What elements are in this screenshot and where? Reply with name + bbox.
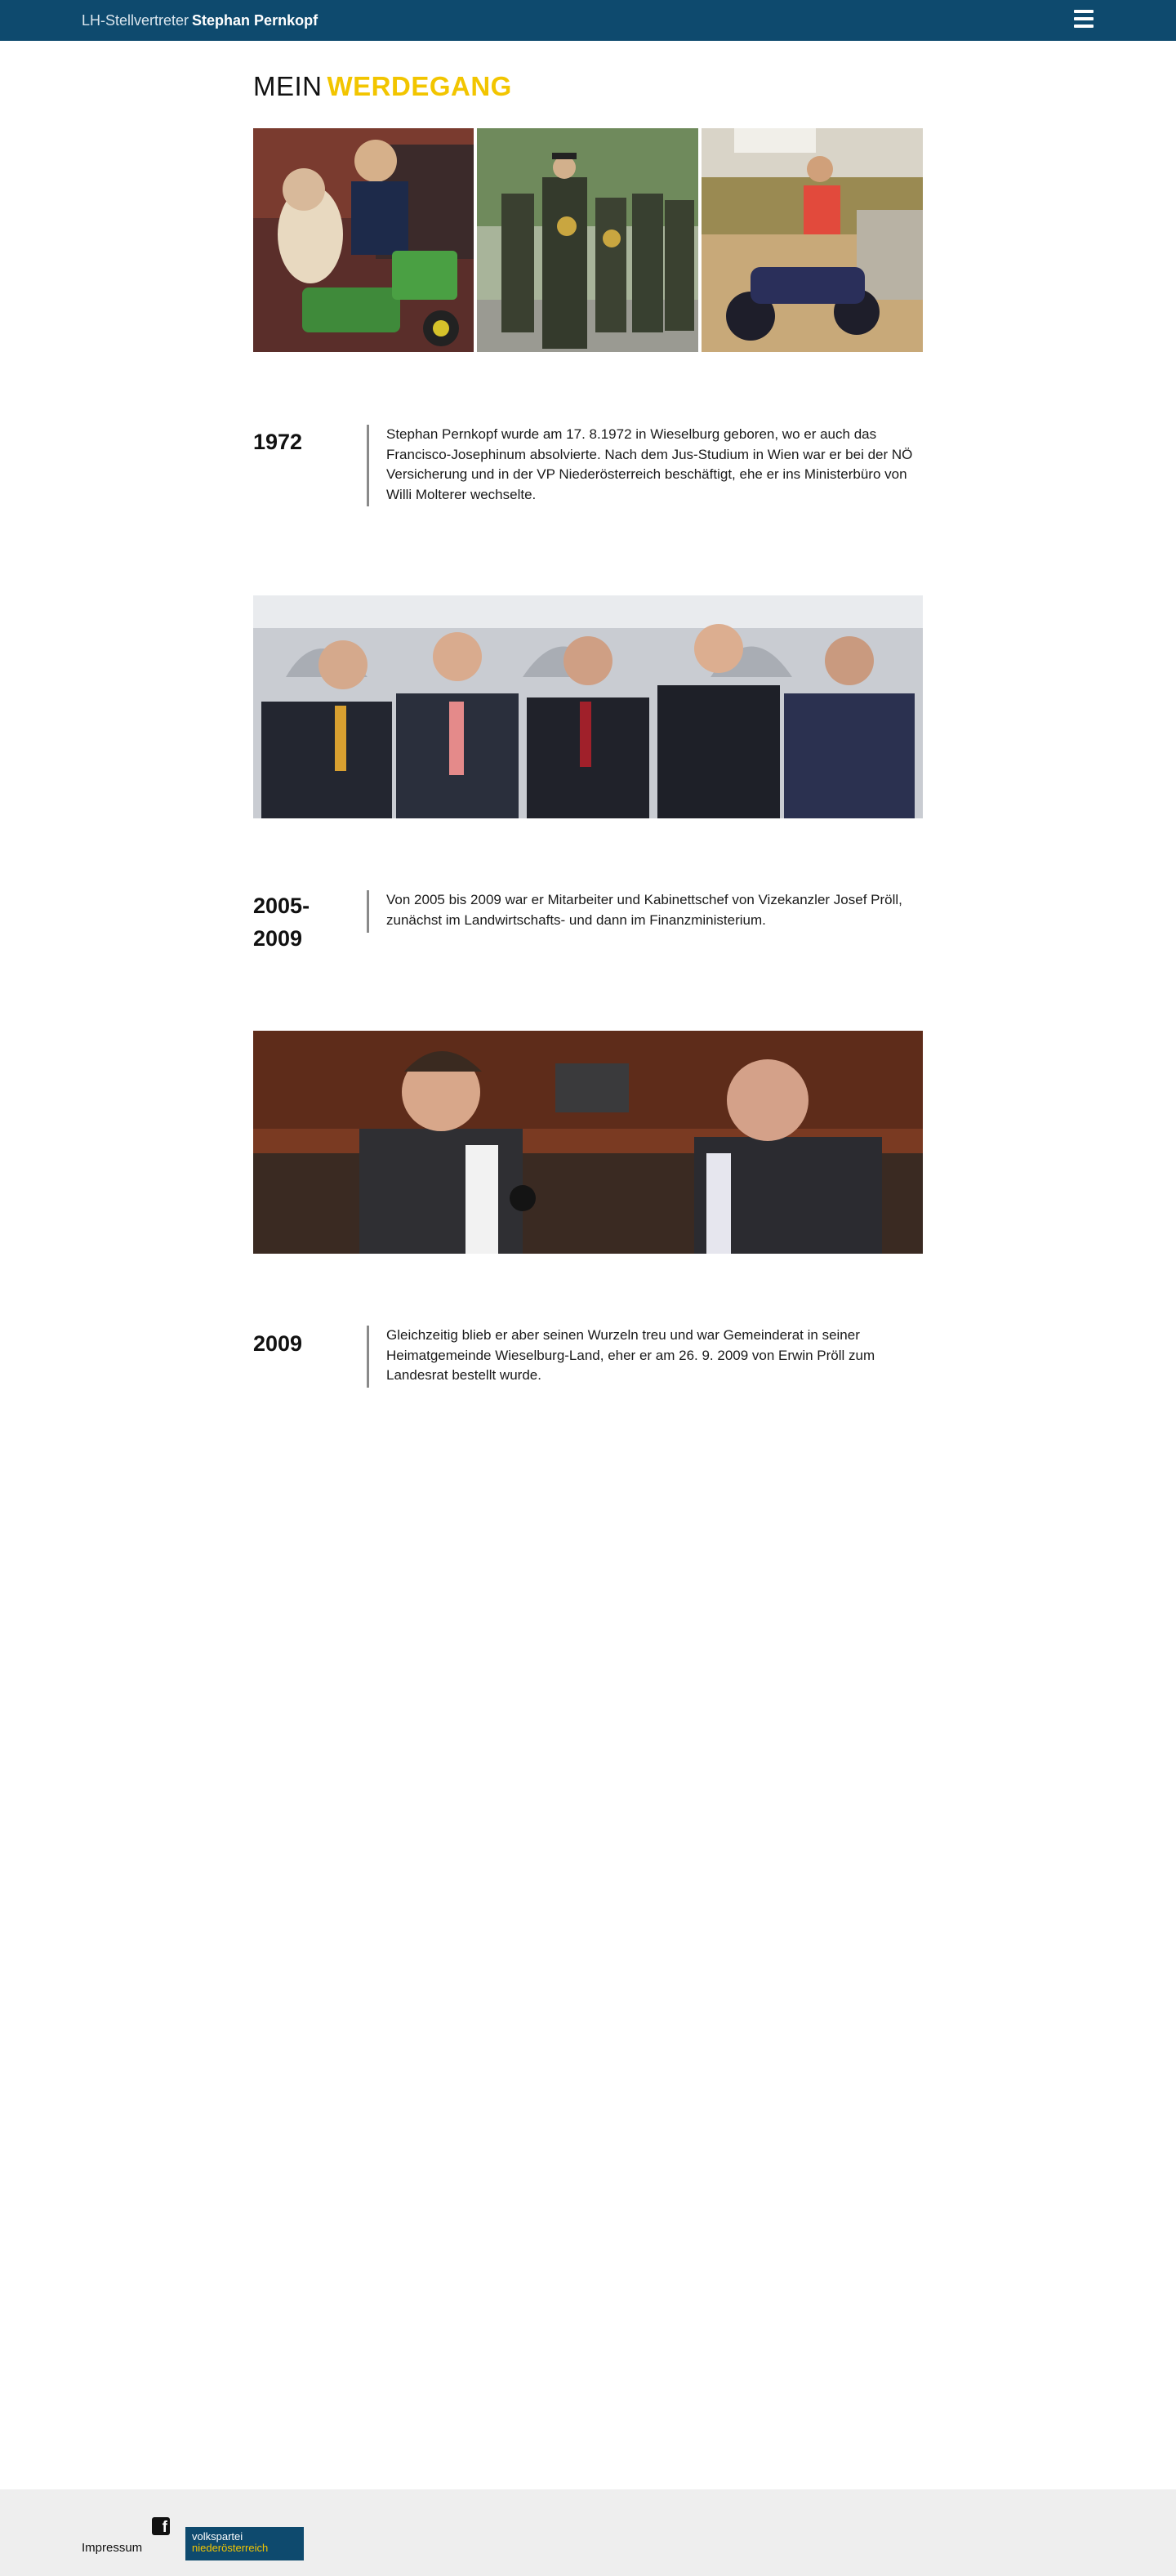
page-footer <box>0 2489 1176 2576</box>
brand-name: Stephan Pernkopf <box>192 12 318 29</box>
site-brand[interactable] <box>82 11 318 29</box>
top-navigation-bar <box>0 0 1176 41</box>
page-title <box>253 70 512 103</box>
menu-bar-line <box>1074 10 1094 13</box>
timeline-text: Gleichzeitig blieb er aber seinen Wurzeln treu und war Gemeinderat in seiner Heimatgemeinde Wieselburg-Land, eher er am 26. 9. 2009 von Erwin Pröll zum Landesrat bestellt wurde. <box>367 1326 923 1388</box>
photo-childhood-toy-tractor <box>253 128 474 352</box>
page-title-part2: WERDEGANG <box>327 71 512 101</box>
photo-brass-band <box>477 128 698 352</box>
facebook-icon[interactable]: f <box>152 2517 170 2535</box>
menu-bar-line <box>1074 25 1094 28</box>
menu-bar-line <box>1074 17 1094 20</box>
logo-line2: niederösterreich <box>192 2542 269 2554</box>
hamburger-menu-icon[interactable] <box>1073 8 1094 29</box>
timeline-text: Von 2005 bis 2009 war er Mitarbeiter und Kabinettschef von Vizekanzler Josef Pröll, zunächst im Landwirtschafts- und dann im Finanzministerium. <box>367 890 923 933</box>
volkspartei-logo[interactable] <box>185 2527 304 2560</box>
timeline-year: 1972 <box>253 430 303 454</box>
timeline-year: 2005-2009 <box>253 894 310 951</box>
impressum-link[interactable]: Impressum <box>82 2541 143 2555</box>
photo-handshake-parliament <box>253 1031 923 1254</box>
photo-motorbike <box>702 128 923 352</box>
brand-prefix: LH-Stellvertreter <box>82 12 189 29</box>
logo-line1: volkspartei <box>192 2530 243 2543</box>
timeline-text: Stephan Pernkopf wurde am 17. 8.1972 in Wieselburg geboren, wo er auch das Francisco-Josephinum absolvierte. Nach dem Jus-Studium in Wien war er bei der NÖ Versicherung und in der VP Niederösterreich beschäftigt, ehe er ins Ministerbüro von Willi Molterer wechselte. <box>367 425 923 506</box>
timeline-year: 2009 <box>253 1331 303 1356</box>
page-title-part1: MEIN <box>253 71 323 101</box>
photo-group-of-politicians <box>253 595 923 818</box>
